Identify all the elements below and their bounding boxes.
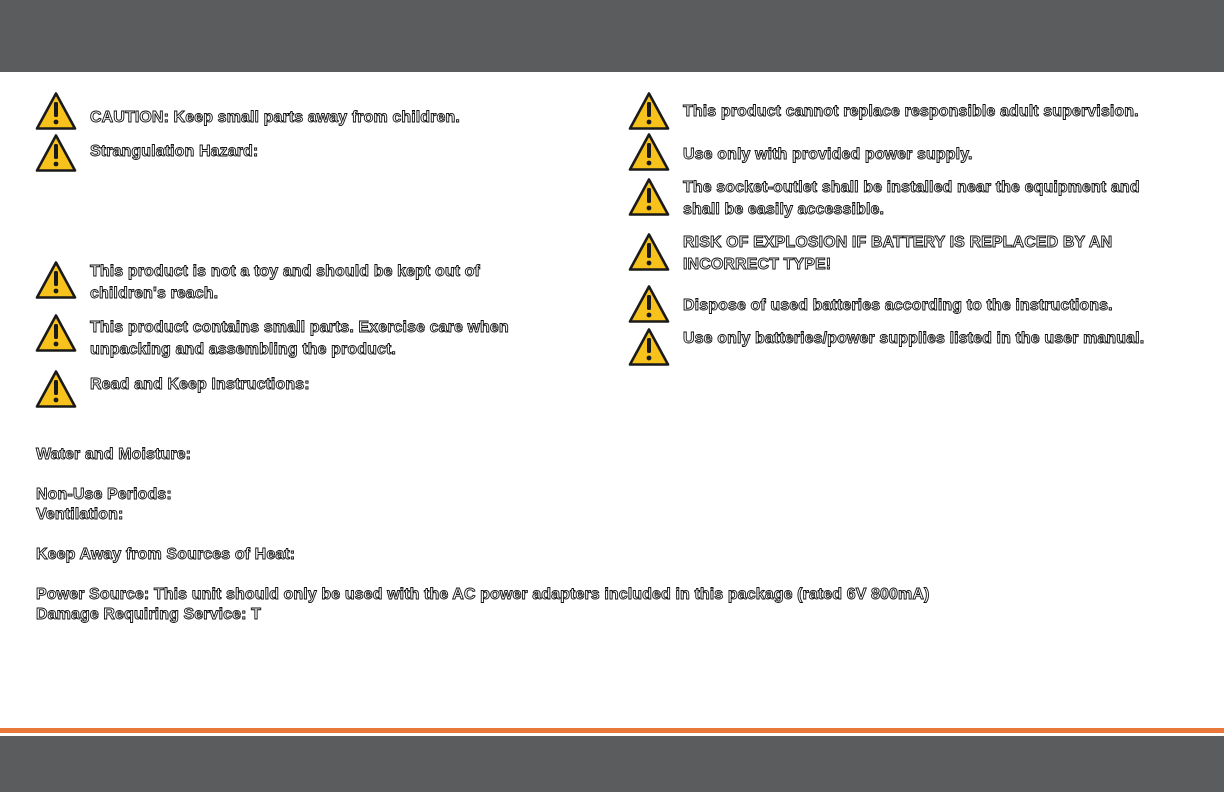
non-use-periods: Non-Use Periods: (36, 486, 172, 503)
warning-icon (35, 91, 77, 131)
warning-icon (628, 177, 670, 217)
footer-bar (0, 736, 1224, 792)
dispose-batteries: Dispose of used batteries according to the instructions. (683, 297, 1113, 314)
warning-icon (35, 260, 77, 300)
damage-service: Damage Requiring Service: T (36, 606, 261, 623)
socket-outlet-line2: shall be easily accessible. (683, 201, 885, 218)
warning-icon (35, 133, 77, 173)
warning-icon (628, 91, 670, 131)
adult-supervision: This product cannot replace responsible adult supervision. (683, 103, 1139, 120)
caution-small-parts: CAUTION: Keep small parts away from children. (90, 109, 460, 126)
footer-accent-line (0, 728, 1224, 733)
strangulation-hazard: Strangulation Hazard: (90, 143, 259, 160)
explosion-risk-line2: INCORRECT TYPE! (683, 256, 832, 273)
not-a-toy-line1: This product is not a toy and should be kept out of (90, 263, 480, 280)
explosion-risk-line1: RISK OF EXPLOSION IF BATTERY IS REPLACED BY AN (683, 234, 1113, 251)
not-a-toy-line2: children's reach. (90, 285, 219, 302)
warning-icon (35, 369, 77, 409)
read-keep-instructions: Read and Keep Instructions: (90, 376, 310, 393)
warning-icon (628, 232, 670, 272)
ventilation: Ventilation: (36, 506, 124, 523)
warning-icon (628, 132, 670, 172)
provided-power-supply: Use only with provided power supply. (683, 146, 973, 163)
socket-outlet-line1: The socket-outlet shall be installed near the equipment and (683, 179, 1140, 196)
listed-batteries: Use only batteries/power supplies listed in the user manual. (683, 330, 1145, 347)
header-bar (0, 0, 1224, 72)
small-parts-line2: unpacking and assembling the product. (90, 341, 396, 358)
heat-sources: Keep Away from Sources of Heat: (36, 546, 296, 563)
warning-icon (628, 284, 670, 324)
water-moisture: Water and Moisture: (36, 446, 192, 463)
small-parts-line1: This product contains small parts. Exercise care when (90, 319, 509, 336)
power-source: Power Source: This unit should only be used with the AC power adapters included in this package (rated 6V 800mA) (36, 586, 930, 603)
warning-icon (628, 327, 670, 367)
warning-icon (35, 313, 77, 353)
